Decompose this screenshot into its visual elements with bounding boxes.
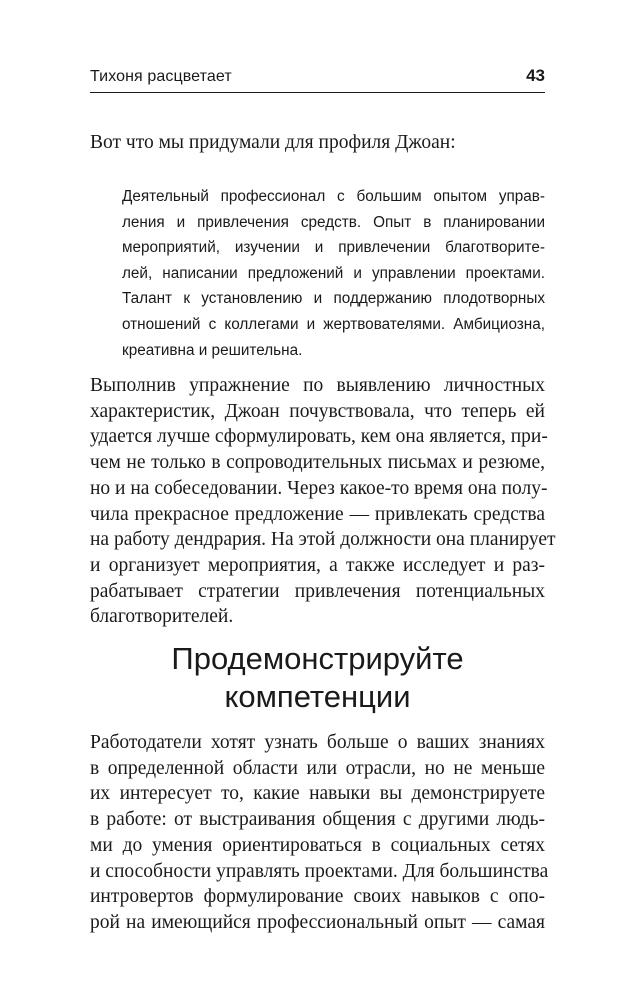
- paragraph-line: рабатывает стратегии привлечения потенциальных: [90, 580, 545, 602]
- paragraph-line: в работе: от выстраивания общения с другими людь-: [90, 809, 545, 831]
- body-paragraph: [90, 730, 549, 936]
- quote-line: лей, написании предложений и управлении проектами.: [122, 264, 545, 282]
- paragraph-line: удается лучше сформулировать, кем она является, при-: [90, 426, 548, 448]
- quote-line: ления и привлечения средств. Опыт в планировании: [122, 213, 545, 231]
- paragraph-line: рой на имеющийся профессиональный опыт — самая: [90, 911, 545, 933]
- running-title: Тихоня расцветает: [90, 68, 232, 85]
- body-paragraph: [90, 373, 556, 630]
- paragraph-line: интровертов формулирование своих навыков с опо-: [90, 886, 545, 908]
- paragraph-line: и организует мероприятия, а также исследует и раз-: [90, 554, 545, 576]
- section-heading-line: компетенции: [224, 679, 411, 714]
- quote-line: креативна и решительна.: [122, 341, 303, 359]
- paragraph-line: чила прекрасное предложение — привлекать средства: [90, 503, 545, 525]
- quote-line: отношений с коллегами и жертвователями. Амбициозна,: [122, 315, 545, 333]
- paragraph-line: чем не только в сопроводительных письмах и резюме,: [90, 452, 545, 474]
- page-number: 43: [526, 66, 545, 85]
- paragraph-line: их интересует то, какие навыки вы демонстрируете: [90, 783, 545, 805]
- paragraph-line: благотворителей.: [90, 606, 234, 628]
- profile-quote: [122, 184, 545, 363]
- section-heading: [90, 640, 545, 716]
- quote-line: Талант к установлению и поддержанию плодотворных: [122, 290, 545, 308]
- running-header: [90, 66, 545, 93]
- intro-sentence: Вот что мы придумали для профиля Джоан:: [90, 132, 456, 153]
- paragraph-line: и способности управлять проектами. Для большинства: [90, 860, 549, 882]
- quote-line: Деятельный профессионал с большим опытом управ-: [122, 188, 545, 205]
- paragraph-line: ми до умения ориентироваться в социальных сетях: [90, 834, 545, 856]
- paragraph-line: но и на собеседовании. Через какое-то время она полу-: [90, 477, 548, 499]
- paragraph-line: в определенной области или отрасли, но не меньше: [90, 757, 545, 779]
- section-heading-line: Продемонстрируйте: [171, 641, 464, 676]
- paragraph-line: Работодатели хотят узнать больше о ваших знаниях: [90, 732, 545, 753]
- quote-line: мероприятий, изучении и привлечении благотворите-: [122, 239, 545, 257]
- paragraph-line: на работу дендрария. На этой должности она планирует: [90, 529, 556, 551]
- paragraph-line: характеристик, Джоан почувствовала, что теперь ей: [90, 400, 545, 422]
- paragraph-line: Выполнив упражнение по выявлению личностных: [90, 375, 545, 396]
